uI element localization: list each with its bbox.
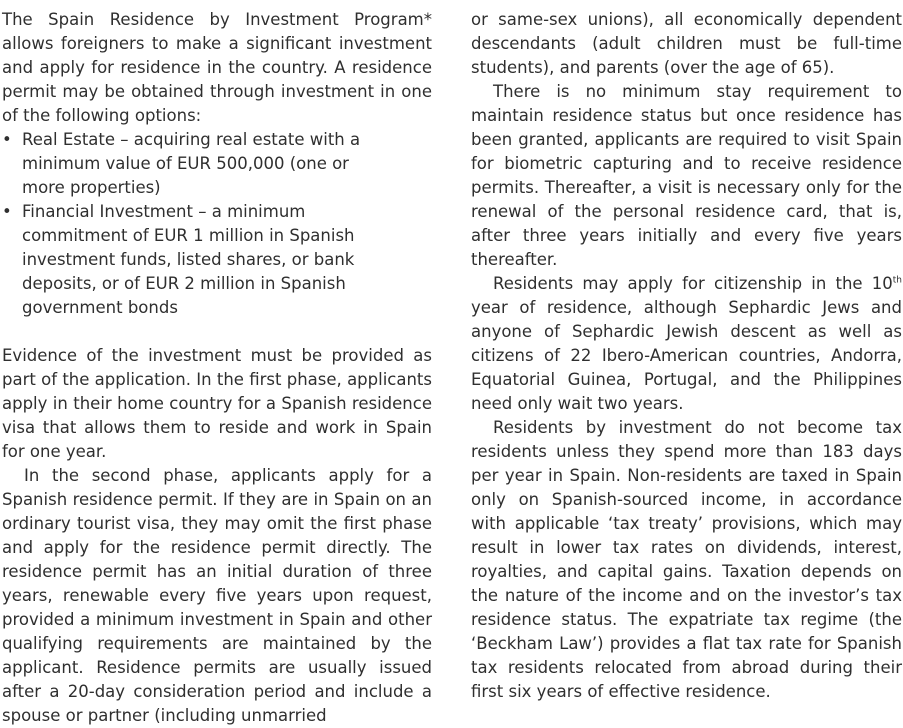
bullet-icon: • [2, 202, 12, 221]
bullet-icon: • [2, 130, 12, 149]
option-title: Real Estate [22, 130, 116, 149]
option-financial-investment [2, 200, 378, 320]
option-text: – acquiring real estate with a minimum value of EUR 500,000 (one or more properties) [22, 130, 361, 197]
citizenship-text-start: Residents may apply for citizenship in the 10 [493, 274, 893, 293]
intro-paragraph: The Spain Residence by Investment Program* allows foreigners to make a significant investment and apply for residence in the country. A residence permit may be obtained through investment in one of the following options: [2, 10, 432, 125]
stay-requirement-paragraph: There is no minimum stay requirement to maintain residence status but once residence has been granted, applicants are required to visit Spain for biometric capturing and to receive residence permits. Thereafter, a visit is necessary only for the renewal of the personal residence card, that is, after three years initially and every five years thereafter. [471, 82, 902, 269]
option-text: – a minimum commitment of EUR 1 million in Spanish investment funds, listed shares, or bank deposits, or of EUR 2 million in Spanish government bonds [22, 202, 355, 317]
citizenship-text-end: year of residence, although Sephardic Jews and anyone of Sephardic Jewish descent as well as citizens of 22 Ibero-American countries, Andorra, Equatorial Guinea, Portugal, and the Philippines need only wait two years. [471, 298, 902, 413]
evidence-paragraph: Evidence of the investment must be provided as part of the application. In the first phase, applicants apply in their home country for a Spanish residence visa that allows them to reside and work in Spain for one year. [2, 346, 432, 461]
option-title: Financial Investment [22, 202, 193, 221]
second-phase-paragraph: In the second phase, applicants apply for a Spanish residence permit. If they are in Spain on an ordinary tourist visa, they may omit the first phase and apply for the residence permit directly. The residence permit has an initial duration of three years, renewable every five years upon request, provided a minimum investment in Spain and other qualifying requirements are maintained by the applicant. Residence permits are usually issued after a 20-day consideration period and include a spouse or partner (including unmarried [2, 466, 432, 725]
option-real-estate [2, 128, 378, 200]
left-column [2, 8, 432, 728]
paragraph-spacer [2, 320, 432, 344]
continuation-paragraph: or same-sex unions), all economically dependent descendants (adult children must be full-time students), and parents (over the age of 65). [471, 10, 902, 77]
investment-options-list [2, 128, 432, 320]
ordinal-suffix: th [892, 275, 902, 286]
tax-paragraph: Residents by investment do not become tax residents unless they spend more than 183 days per year in Spain. Non-residents are taxed in Spain only on Spanish-sourced income, in accordance with applicable ‘tax treaty’ provisions, which may result in lower tax rates on dividends, interest, royalties, and capital gains. Taxation depends on the nature of the income and on the investor’s tax residence status. The expatriate tax regime (the ‘Beckham Law’) provides a flat tax rate for Spanish tax residents relocated from abroad during their first six years of effective residence. [471, 418, 902, 701]
right-column [471, 8, 902, 704]
citizenship-paragraph [471, 272, 902, 416]
